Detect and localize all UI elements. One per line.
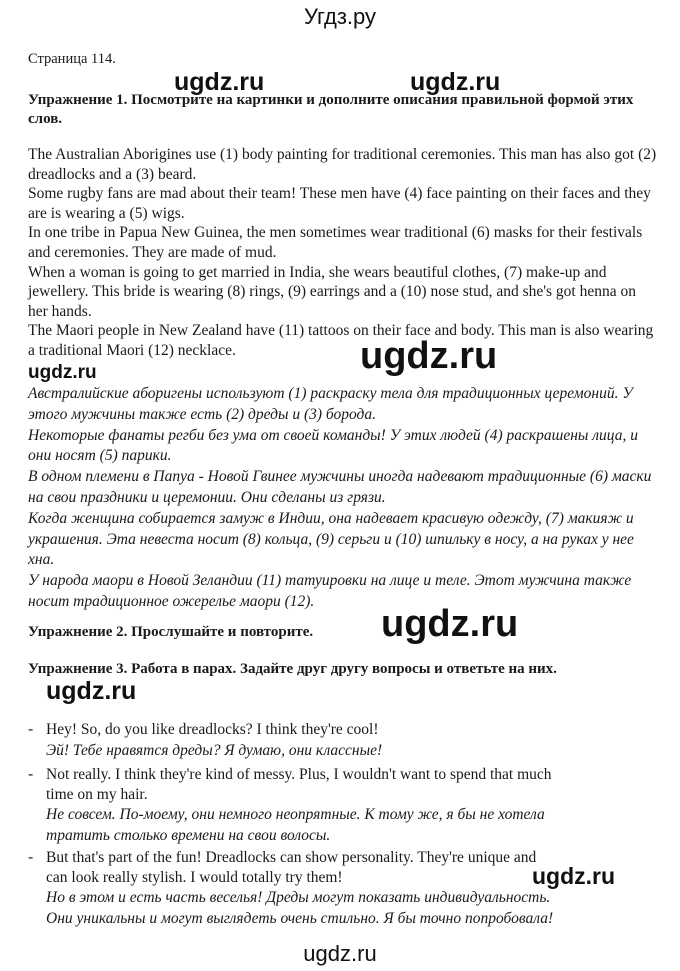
english-paragraph: Some rugby fans are mad about their team! These men have (4) face painting on their faces and they are is wearing a (5) wigs. — [28, 185, 651, 222]
watermark: ugdz.ru — [174, 68, 265, 96]
watermark: ugdz.ru — [381, 603, 519, 645]
dialog-dash: - — [28, 849, 34, 866]
exercise-1-heading: Упражнение 1. Посмотрите на картинки и дополните описания правильной формой этих слов. — [28, 92, 634, 127]
watermark: ugdz.ru — [28, 362, 97, 383]
dialog-english: Not really. I think they're kind of messy. Plus, I wouldn't want to spend that much — [46, 766, 552, 783]
dialog-english: But that's part of the fun! Dreadlocks can show personality. They're unique and — [46, 849, 537, 866]
dialog-english: time on my hair. — [46, 785, 148, 803]
dialog-dash: - — [28, 766, 34, 783]
russian-paragraph: Некоторые фанаты регби без ума от своей команды! У этих людей (4) раскрашены лица, и они носят (5) парики. — [28, 426, 638, 465]
dialog-russian: Не совсем. По-моему, они немного неопрятные. К тому же, я бы не хотела — [46, 806, 545, 823]
watermark: ugdz.ru — [532, 863, 616, 889]
watermark: ugdz.ru — [410, 68, 501, 96]
dialog-russian: Они уникальны и могут выглядеть очень стильно. Я бы точно попробовала! — [46, 910, 554, 927]
russian-paragraph: Когда женщина собирается замуж в Индии, она надевает красивую одежду, (7) макияж и украшения. Эта невеста носит (8) кольца, (9) серьги и (10) шпильку в носу, а на руках у нее хна. — [28, 509, 634, 569]
dialog-line — [28, 720, 648, 761]
page-label: Страница 114. — [28, 51, 116, 67]
russian-paragraph: У народа маори в Новой Зеландии (11) татуировки на лице и теле. Этот мужчина также носит традиционное ожерелье маори (12). — [28, 572, 632, 610]
exercise-1-english-text — [28, 145, 658, 361]
exercise-3-heading: Упражнение 3. Работа в парах. Задайте друг другу вопросы и ответьте на них. — [28, 661, 557, 677]
english-paragraph: The Maori people in New Zealand have (11) tattoos on their face and body. This man is also wearing a traditional Maori (12) necklace. — [28, 322, 654, 359]
english-paragraph: When a woman is going to get married in India, she wears beautiful clothes, (7) make-up and jewellery. This bride is wearing (8) rings, (9) earrings and a (10) nose stud, and she's got henna on her hands. — [28, 263, 636, 320]
dialog-english: Hey! So, do you like dreadlocks? I think they're cool! — [46, 721, 379, 738]
dialog-russian: Но в этом и есть часть веселья! Дреды могут показать индивидуальность. — [46, 889, 551, 906]
exercise-2-heading: Упражнение 2. Прослушайте и повторите. — [28, 624, 314, 640]
watermark: ugdz.ru — [360, 335, 498, 377]
dialog-russian: тратить столько времени на свои волосы. — [46, 827, 331, 844]
exercise-1-russian-translation — [28, 384, 658, 613]
watermark: ugdz.ru — [46, 677, 137, 705]
russian-paragraph: Австралийские аборигены используют (1) раскраску тела для традиционных церемоний. У этого мужчины также есть (2) дреды и (3) борода. — [28, 385, 633, 423]
russian-paragraph: В одном племени в Папуа - Новой Гвинее мужчины иногда надевают традиционные (6) маски на свои праздники и церемонии. Они сделаны из грязи. — [28, 468, 652, 506]
dialog-dash: - — [28, 721, 34, 738]
dialog-line — [28, 765, 648, 846]
english-paragraph: In one tribe in Papua New Guinea, the men sometimes wear traditional (6) masks for their festivals and ceremonies. They are made of mud. — [28, 224, 643, 261]
dialog-russian: Эй! Тебе нравятся дреды? Я думаю, они классные! — [46, 741, 383, 759]
site-title: Угдз.ру — [303, 4, 377, 29]
english-paragraph: The Australian Aborigines use (1) body painting for traditional ceremonies. This man has also got (2) dreadlocks and a (3) beard. — [28, 146, 657, 183]
dialog-english: can look really stylish. I would totally try them! — [46, 868, 343, 886]
watermark: ugdz.ru — [303, 941, 377, 966]
